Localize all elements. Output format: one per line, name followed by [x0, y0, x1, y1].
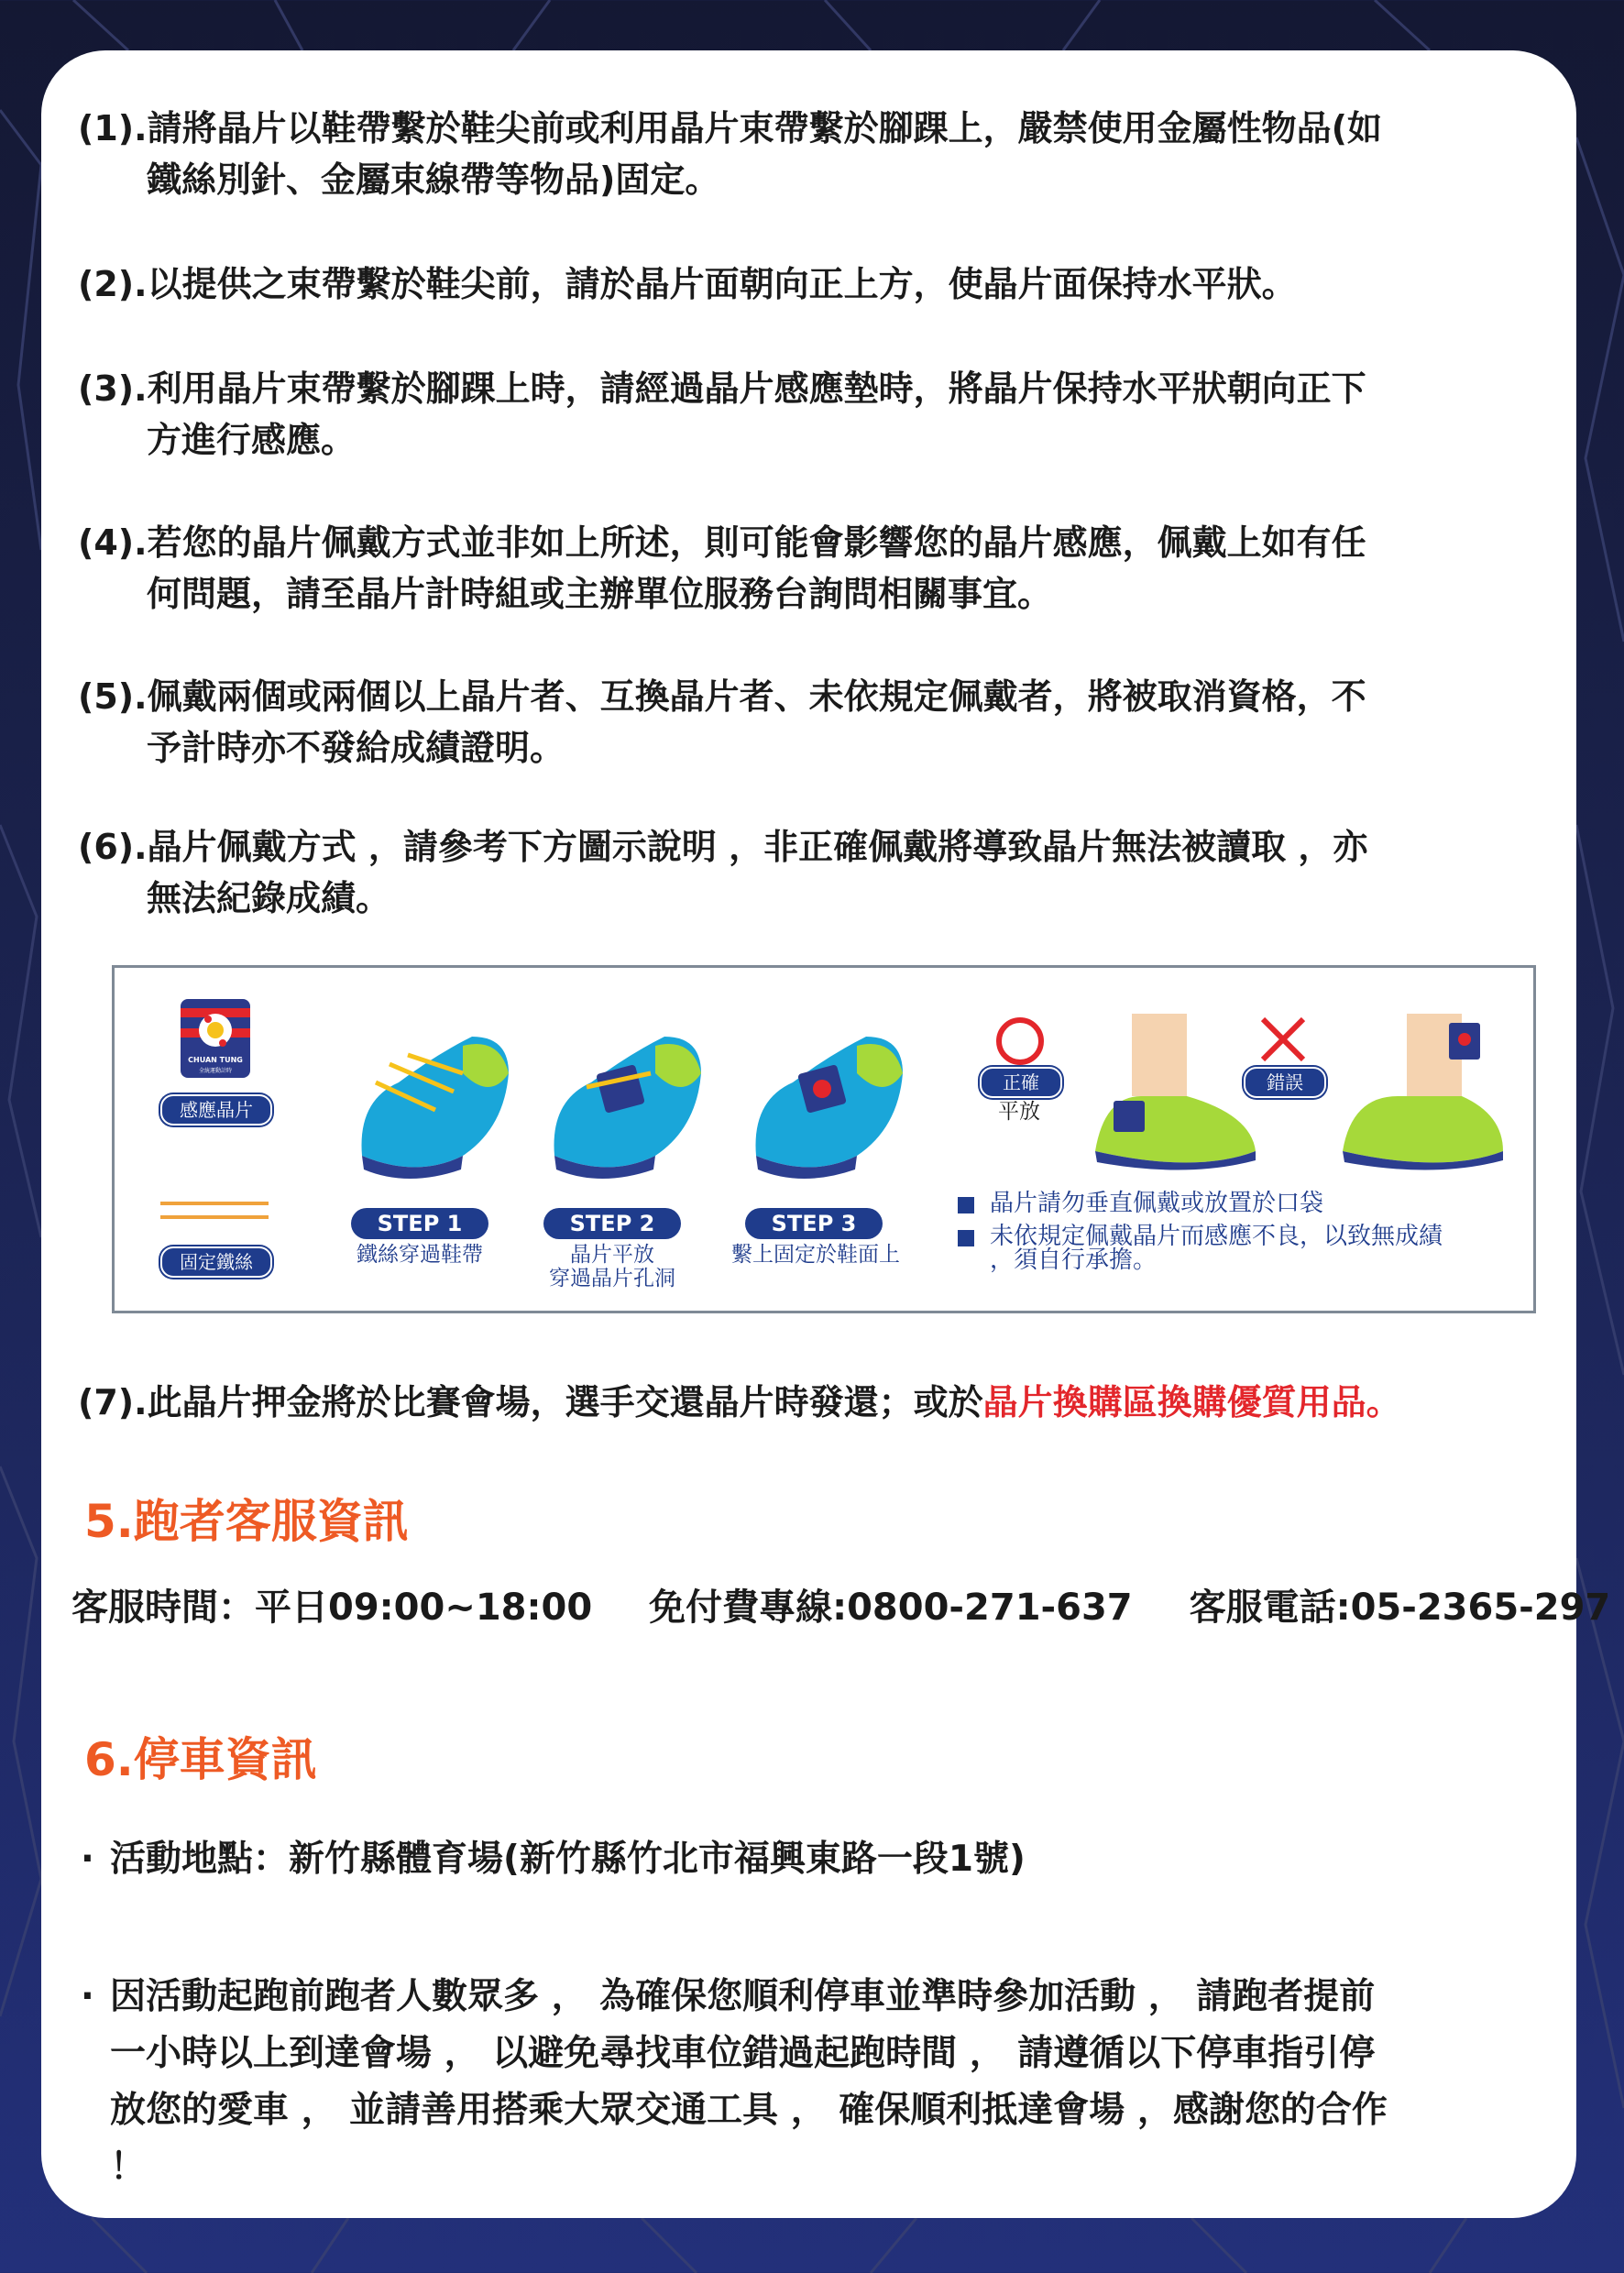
wire-label: 固定鐵絲 — [160, 1246, 272, 1278]
correct-circle-icon — [993, 1014, 1048, 1069]
rule-3 — [78, 363, 1581, 466]
wrong-cross-icon — [1256, 1012, 1311, 1067]
rule-number: (1). — [78, 108, 148, 148]
note-1: 晶片請勿垂直佩戴或放置於口袋 — [990, 1190, 1324, 1217]
rule-number: (3). — [78, 368, 148, 409]
rule-text-continued: 何問題，請至晶片計時組或主辦單位服務台詢問相關事宜。 — [147, 574, 1053, 614]
step-2-caption: 晶片平放 — [570, 1243, 654, 1267]
note-bullet-icon — [958, 1230, 974, 1246]
rule-text: 請將晶片以鞋帶繫於鞋尖前或利用晶片束帶繫於腳踝上，嚴禁使用金屬性物品(如 — [147, 108, 1382, 148]
contact-info — [71, 1578, 1624, 1631]
rule-text-highlight: 晶片換購區換購優質用品。 — [982, 1382, 1401, 1422]
step-3-caption: 繫上固定於鞋面上 — [731, 1243, 900, 1267]
wrong-label: 錯誤 — [1244, 1067, 1326, 1098]
rule-5 — [78, 671, 1581, 774]
wire-legend-icon — [160, 1202, 269, 1205]
shoe-step1-image — [353, 1018, 518, 1183]
correct-sub-label: 平放 — [998, 1100, 1040, 1124]
service-phone: 客服電話:05-2365-297 — [1189, 1587, 1611, 1629]
rule-number: (2). — [78, 264, 148, 304]
rule-text-continued: 方進行感應。 — [147, 420, 357, 460]
chip-wearing-diagram — [112, 965, 1536, 1313]
rule-4 — [78, 517, 1581, 620]
step-1-badge: STEP 1 — [351, 1208, 488, 1239]
parking-location-text: 活動地點：新竹縣體育場(新竹縣竹北市福興東路一段1號) — [110, 1839, 1026, 1880]
note-2-continued: ，須自行承擔。 — [990, 1246, 1158, 1274]
rule-7 — [78, 1377, 1581, 1428]
rule-6 — [78, 821, 1581, 924]
rule-2 — [78, 258, 1581, 310]
rule-text-continued: 無法紀錄成績。 — [147, 878, 391, 918]
rule-text: 以提供之束帶繫於鞋尖前，請於晶片面朝向正上方，使晶片面保持水平狀。 — [147, 264, 1297, 304]
rule-text: 佩戴兩個或兩個以上晶片者、互換晶片者、未依規定佩戴者，將被取消資格，不 — [147, 676, 1366, 717]
step-1-caption: 鐵絲穿過鞋帶 — [357, 1243, 483, 1267]
note-bullet-icon — [958, 1197, 974, 1213]
section-6-title: 6.停車資訊 — [84, 1733, 317, 1786]
toll-free-line: 免付費專線:0800-271-637 — [649, 1587, 1133, 1629]
chip-label: 感應晶片 — [160, 1094, 272, 1126]
rule-text-continued: 鐵絲別針、金屬束線帶等物品)固定。 — [147, 159, 720, 200]
parking-advice — [81, 1969, 1547, 2196]
rule-number: (5). — [78, 676, 148, 717]
parking-advice-line-2: 一小時以上到達會場 ， 以避免尋找車位錯過起跑時間 ， 請遵循以下停車指引停 — [110, 2033, 1376, 2074]
rule-text-continued: 予計時亦不發給成績證明。 — [147, 728, 565, 768]
rule-number: (7). — [78, 1382, 148, 1422]
parking-advice-line-1: 因活動起跑前跑者人數眾多 ， 為確保您順利停車並準時參加活動 ， 請跑者提前 — [110, 1976, 1376, 2017]
shoe-step3-image — [747, 1018, 912, 1183]
service-hours: 客服時間：平日09:00~18:00 — [71, 1587, 593, 1629]
rule-1 — [78, 103, 1581, 205]
rule-number: (6). — [78, 827, 148, 867]
correct-ankle-image — [1077, 1014, 1260, 1179]
rule-text: 若您的晶片佩戴方式並非如上所述，則可能會影響您的晶片感應，佩戴上如有任 — [147, 522, 1366, 563]
bullet: · — [81, 1839, 94, 1880]
correct-label: 正確 — [980, 1067, 1062, 1098]
logo-subtext: 全統運動計時 — [198, 1068, 232, 1074]
step-2-badge: STEP 2 — [543, 1208, 681, 1239]
step-2-caption-2: 穿過晶片孔洞 — [549, 1267, 675, 1290]
chip-logo-icon — [181, 999, 250, 1063]
wire-legend-icon-2 — [160, 1215, 269, 1219]
logo-text: CHUAN TUNG — [188, 1056, 243, 1064]
rule-text: 此晶片押金將於比賽會場，選手交還晶片時發還；或於 — [147, 1382, 983, 1422]
shoe-step2-image — [545, 1018, 710, 1183]
section-5-title: 5.跑者客服資訊 — [84, 1495, 409, 1548]
parking-advice-line-3: 放您的愛車 ， 並請善用搭乘大眾交通工具 ， 確保順利抵達會場 ，感謝您的合作 — [110, 2090, 1388, 2131]
note-2: 未依規定佩戴晶片而感應不良，以致無成績 — [990, 1223, 1443, 1250]
wrong-ankle-image — [1324, 1014, 1508, 1179]
rule-text: 晶片佩戴方式 ，請參考下方圖示說明 ，非正確佩戴將導致晶片無法被讀取 ，亦 — [147, 827, 1368, 867]
step-3-badge: STEP 3 — [745, 1208, 883, 1239]
rule-number: (4). — [78, 522, 148, 563]
parking-location — [81, 1831, 1547, 1888]
rule-text: 利用晶片束帶繫於腳踝上時，請經過晶片感應墊時，將晶片保持水平狀朝向正下 — [147, 368, 1366, 409]
chuan-tung-logo — [181, 999, 250, 1078]
bullet: · — [81, 1976, 94, 2017]
parking-advice-line-4: ！ — [110, 2147, 147, 2188]
